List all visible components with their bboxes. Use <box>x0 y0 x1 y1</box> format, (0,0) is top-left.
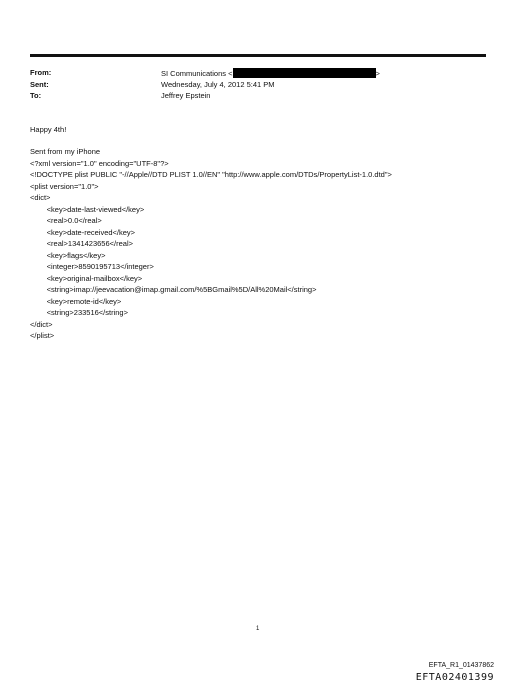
to-label: To: <box>30 91 42 100</box>
body-line: <key>remote-id</key> <box>30 296 122 306</box>
sent-value: Wednesday, July 4, 2012 5:41 PM <box>161 80 275 89</box>
body-line: <key>date-last-viewed</key> <box>30 204 145 214</box>
bates-number-small: EFTA_R1_01437862 <box>428 662 494 669</box>
from-label: From: <box>30 68 52 77</box>
to-value: Jeffrey Epstein <box>161 91 211 100</box>
greeting-line: Happy 4th! <box>30 125 67 134</box>
body-line: Sent from my iPhone <box>30 147 101 156</box>
sent-label: Sent: <box>30 80 49 89</box>
header-divider <box>30 54 486 57</box>
from-sender: SI Communications < <box>161 69 233 78</box>
from-suffix: > <box>375 69 380 78</box>
body-line: <?xml version="1.0" encoding="UTF-8"?> <box>30 158 169 168</box>
bates-number-large: EFTA02401399 <box>415 672 494 683</box>
body-line: <string>imap://jeevacation@imap.gmail.com/%5BGmail%5D/All%20Mail</string> <box>30 285 317 294</box>
body-line: <key>flags</key> <box>30 250 106 260</box>
from-value <box>161 68 380 79</box>
body-line: </plist> <box>30 331 55 340</box>
body-line: <real>1341423656</real> <box>30 239 133 248</box>
body-line: </dict> <box>30 319 53 329</box>
body-line: <key>date-received</key> <box>30 227 136 237</box>
body-line: <plist version="1.0"> <box>30 181 99 191</box>
redaction-block <box>233 68 376 78</box>
body-line: <key>original-mailbox</key> <box>30 273 143 283</box>
body-line: <!DOCTYPE plist PUBLIC "-//Apple//DTD PLIST 1.0//EN" "http://www.apple.com/DTDs/PropertyList-1.0.dtd"> <box>30 170 392 179</box>
body-line: <string>233516</string> <box>30 308 128 317</box>
body-line: <integer>8590195713</integer> <box>30 262 154 271</box>
page-number: 1 <box>256 626 260 632</box>
body-line: <real>0.0</real> <box>30 216 102 225</box>
body-line: <dict> <box>30 193 51 202</box>
